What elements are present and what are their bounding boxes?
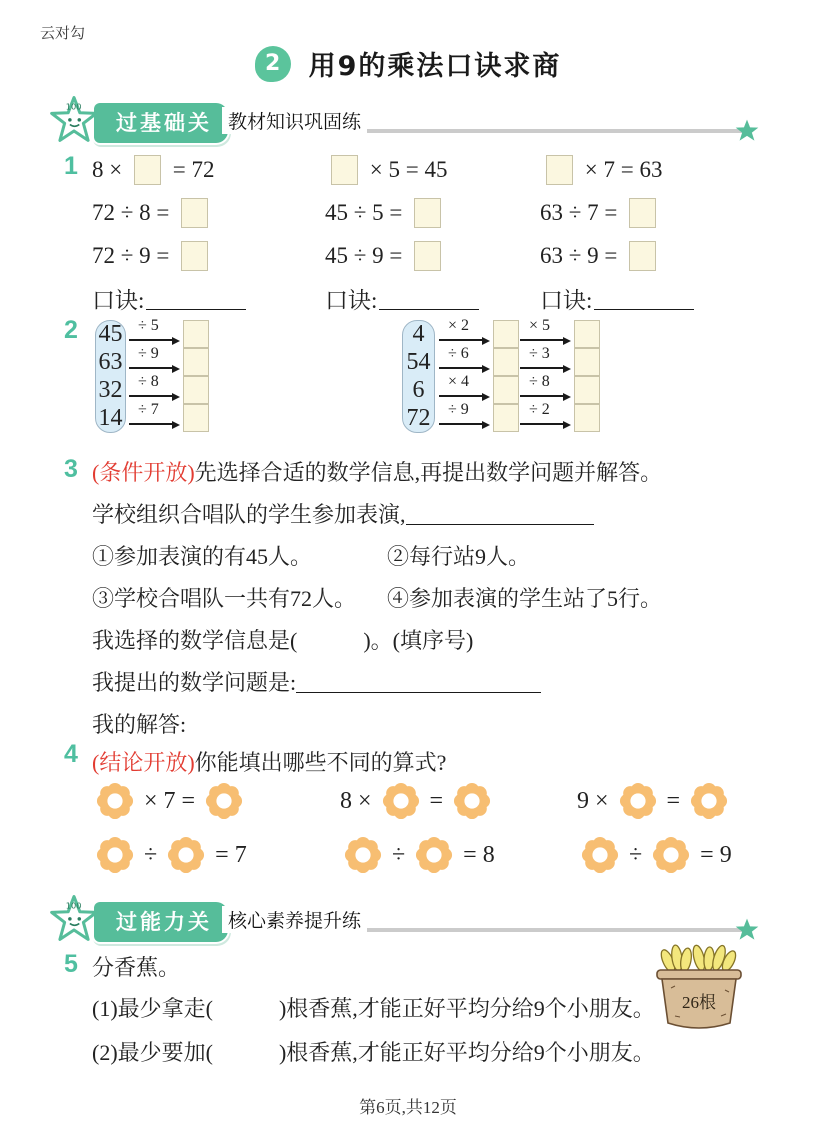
arrow-icon (438, 401, 490, 431)
problem-3-prompt: 先选择合适的数学信息,再提出数学问题并解答。 (194, 459, 663, 485)
brand-watermark: 云对勾 (40, 24, 86, 42)
intro-blank-line[interactable] (406, 502, 594, 525)
koujue-blank-line[interactable] (146, 287, 246, 310)
answer-box[interactable] (574, 348, 600, 376)
arrow-icon (128, 317, 180, 347)
problem-2-number: 2 (64, 316, 78, 344)
problem-5-prompt: 分香蕉。 (92, 955, 181, 980)
equation-row (92, 234, 325, 277)
mascot-score-text: 100 (65, 101, 82, 112)
equation-text: ÷ (138, 841, 164, 868)
basket-label: 26根 (682, 993, 716, 1012)
operation-label: ÷ 2 (529, 401, 550, 418)
flower-placeholder[interactable] (96, 782, 134, 820)
star-icon (734, 117, 760, 143)
operation-label: ÷ 8 (138, 373, 159, 390)
problem-3-block (92, 450, 722, 744)
flower-equation (92, 781, 340, 821)
arrow-icon (438, 373, 490, 403)
problem-4-grid (92, 781, 732, 875)
operation-label: ÷ 5 (138, 317, 159, 334)
star-icon (734, 916, 760, 942)
equation-text: 8 × (92, 156, 128, 182)
question-label: 我提出的数学问题是: (92, 669, 297, 695)
operation-label: ÷ 9 (448, 401, 469, 418)
equation-text: 63 ÷ 7 = (540, 199, 624, 225)
chain-row (438, 401, 600, 432)
equation-text: 8 × (340, 787, 378, 814)
equation-text: 63 ÷ 9 = (540, 242, 624, 268)
section-subtitle-basic: 教材知识巩固练 (222, 107, 367, 134)
problem-4-prompt-line (92, 740, 446, 782)
equation-text: 72 ÷ 8 = (92, 199, 176, 225)
koujue-label: 口诀: (540, 288, 593, 313)
star-mascot-icon (48, 893, 100, 947)
answer-box[interactable] (493, 404, 519, 432)
answer-box[interactable] (574, 320, 600, 348)
problem-5-item-1: (1)最少拿走( )根香蕉,才能正好平均分给9个小朋友。 (92, 996, 655, 1021)
answer-box[interactable] (493, 376, 519, 404)
answer-label: 我的解答: (92, 711, 187, 737)
answer-box[interactable] (414, 198, 441, 228)
equation-text: = (423, 787, 450, 814)
problem-5-item-2: (2)最少要加( )根香蕉,才能正好平均分给9个小朋友。 (92, 1040, 655, 1065)
equation-text: × 7 = 63 (579, 156, 663, 182)
arrow-icon (519, 401, 571, 431)
section-badge-basic: 过基础关 (94, 103, 228, 143)
operation-label: × 2 (448, 317, 470, 334)
answer-box[interactable] (183, 348, 209, 376)
problem-4-tag: (结论开放) (92, 749, 195, 775)
operation-label: ÷ 8 (529, 373, 550, 390)
koujue-label: 口诀: (325, 288, 378, 313)
equation-text: = 7 (209, 841, 247, 868)
equation-text: 72 ÷ 9 = (92, 242, 176, 268)
problem-3-select-line (92, 618, 722, 660)
equation-row (325, 234, 540, 277)
section-header-ability (56, 897, 760, 945)
flower-placeholder[interactable] (453, 782, 491, 820)
problem-3-intro: 学校组织合唱队的学生参加表演, (92, 501, 406, 527)
problem-2-left-number-pill (95, 320, 126, 433)
answer-box[interactable] (493, 348, 519, 376)
chain-row (128, 373, 209, 404)
flower-placeholder[interactable] (96, 836, 134, 874)
page-footer: 第6页,共12页 (359, 1098, 457, 1117)
flower-placeholder[interactable] (619, 782, 657, 820)
equation-text: 45 ÷ 9 = (325, 242, 409, 268)
pill-number: 54 (406, 349, 431, 376)
question-blank-line[interactable] (296, 670, 541, 693)
problem-3-intro-line (92, 492, 722, 534)
pill-number: 45 (98, 321, 123, 348)
page-title: 用9的乘法口诀求商 (308, 51, 562, 82)
equation-row (540, 234, 694, 277)
section-subtitle-ability: 核心素养提升练 (222, 906, 367, 933)
problem-3-options-row-1 (92, 534, 722, 576)
option-4: ④参加表演的学生站了5行。 (387, 585, 663, 611)
arrow-icon (128, 373, 180, 403)
p1-column (92, 148, 325, 320)
koujue-row (325, 277, 540, 320)
chain-row (128, 345, 209, 376)
answer-box[interactable] (331, 155, 358, 185)
operation-label: × 4 (448, 373, 470, 390)
star-mascot-icon (48, 94, 100, 148)
problem-3-number: 3 (64, 455, 78, 483)
pill-number: 4 (412, 321, 425, 348)
answer-box[interactable] (629, 198, 656, 228)
option-1: ①参加表演的有45人。 (92, 543, 313, 569)
equation-text: × 5 = 45 (364, 156, 448, 182)
arrow-icon (128, 345, 180, 375)
problem-2-right-number-pill (402, 320, 435, 433)
equation-text: 9 × (577, 787, 615, 814)
lesson-number-badge: 2 (255, 46, 291, 82)
chain-row (438, 345, 600, 376)
equation-text: 45 ÷ 5 = (325, 199, 409, 225)
flower-equation (577, 781, 732, 821)
answer-box[interactable] (414, 241, 441, 271)
problem-5-number: 5 (64, 950, 78, 978)
equation-row (325, 148, 540, 191)
koujue-label: 口诀: (92, 288, 145, 313)
answer-box[interactable] (574, 376, 600, 404)
operation-label: ÷ 7 (138, 401, 159, 418)
flower-placeholder[interactable] (344, 836, 382, 874)
answer-box[interactable] (546, 155, 573, 185)
chain-row (438, 373, 600, 404)
section-header-basic (56, 98, 760, 146)
operation-label: ÷ 3 (529, 345, 550, 362)
arrow-icon (519, 345, 571, 375)
problem-3-question-line (92, 660, 722, 702)
flower-placeholder[interactable] (205, 782, 243, 820)
pill-number: 6 (412, 376, 425, 403)
equation-row (325, 191, 540, 234)
problem-1-number: 1 (64, 152, 78, 180)
problem-2-left-chains (128, 317, 209, 432)
problem-4-prompt: 你能填出哪些不同的算式? (194, 749, 447, 775)
problem-2-right-chains (438, 317, 600, 432)
flower-equation (340, 835, 577, 875)
chain-row (438, 317, 600, 348)
equation-row (540, 148, 694, 191)
pill-number: 72 (406, 404, 431, 431)
flower-equation (92, 835, 340, 875)
answer-box[interactable] (181, 241, 208, 271)
answer-box[interactable] (181, 198, 208, 228)
option-3: ③学校合唱队一共有72人。 (92, 585, 357, 611)
pill-number: 32 (98, 376, 123, 403)
answer-box[interactable] (183, 376, 209, 404)
option-2: ②每行站9人。 (387, 543, 531, 569)
flower-placeholder[interactable] (581, 836, 619, 874)
operation-label: ÷ 9 (138, 345, 159, 362)
koujue-blank-line[interactable] (379, 287, 479, 310)
problem-3-prompt-line (92, 450, 722, 492)
equation-row (92, 148, 325, 191)
koujue-blank-line[interactable] (594, 287, 694, 310)
chain-row (128, 401, 209, 432)
chain-row (128, 317, 209, 348)
equation-row (92, 191, 325, 234)
equation-text: = 8 (457, 841, 495, 868)
pill-number: 63 (98, 349, 123, 376)
flower-equation (340, 781, 577, 821)
answer-box[interactable] (629, 241, 656, 271)
answer-box[interactable] (134, 155, 161, 185)
flower-placeholder[interactable] (652, 836, 690, 874)
lesson-title-row (0, 44, 816, 83)
equation-text: × 7 = (138, 787, 202, 814)
select-info-text: 我选择的数学信息是( )。(填序号) (92, 627, 474, 653)
answer-box[interactable] (574, 404, 600, 432)
arrow-icon (128, 401, 180, 431)
answer-box[interactable] (183, 404, 209, 432)
problem-1-grid (92, 148, 694, 320)
flower-placeholder[interactable] (167, 836, 205, 874)
mascot-score-text: 100 (65, 900, 82, 911)
pill-number: 14 (98, 404, 123, 431)
equation-text: = 9 (694, 841, 732, 868)
equation-text: = 72 (166, 156, 215, 182)
banana-basket-illustration (650, 944, 748, 1039)
problem-3-answer-line (92, 702, 722, 744)
equation-row (540, 191, 694, 234)
flower-placeholder[interactable] (415, 836, 453, 874)
operation-label: ÷ 6 (448, 345, 469, 362)
problem-3-tag: (条件开放) (92, 459, 195, 485)
section-badge-ability: 过能力关 (94, 902, 228, 942)
arrow-icon (438, 345, 490, 375)
koujue-row (540, 277, 694, 320)
arrow-icon (438, 317, 490, 347)
p1-column (325, 148, 540, 320)
arrow-icon (519, 317, 571, 347)
answer-box[interactable] (493, 320, 519, 348)
answer-box[interactable] (183, 320, 209, 348)
p1-column (540, 148, 694, 320)
problem-3-options-row-2 (92, 576, 722, 618)
koujue-row (92, 277, 325, 320)
equation-text: ÷ (623, 841, 649, 868)
equation-text: ÷ (386, 841, 412, 868)
flower-equation (577, 835, 732, 875)
flower-placeholder[interactable] (690, 782, 728, 820)
problem-4-number: 4 (64, 740, 78, 768)
equation-text: = (660, 787, 687, 814)
operation-label: × 5 (529, 317, 551, 334)
flower-placeholder[interactable] (382, 782, 420, 820)
arrow-icon (519, 373, 571, 403)
